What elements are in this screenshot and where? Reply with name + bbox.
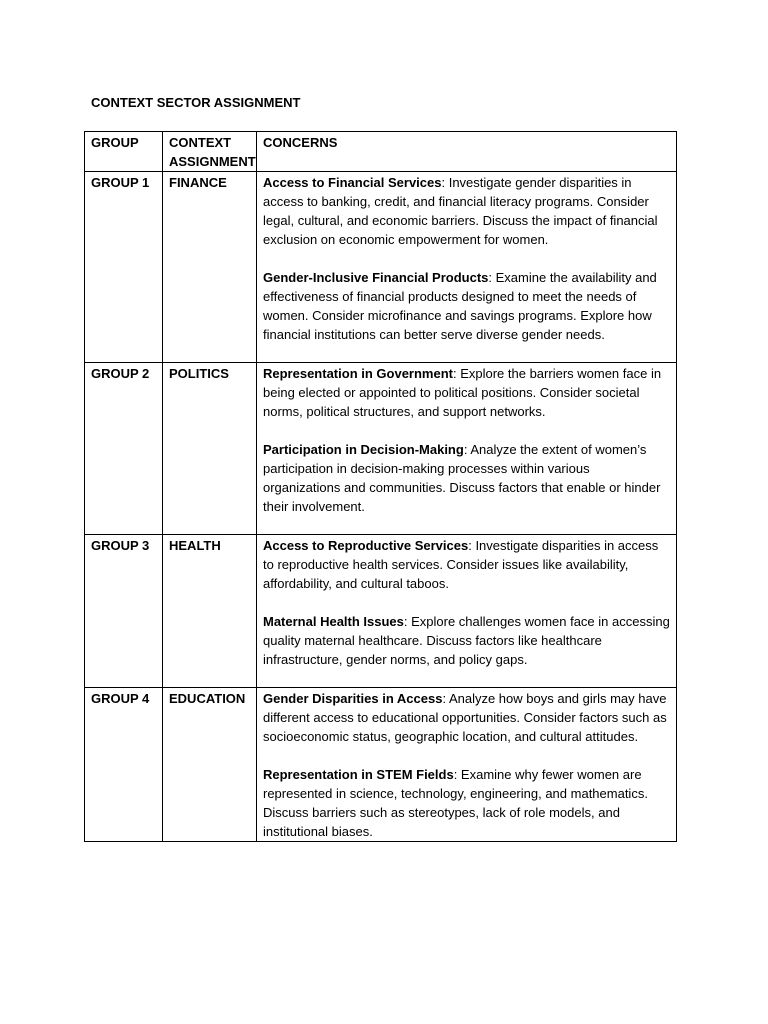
concern-text: : Analyze the extent of women’s participation in decision-making processes within various organizations and communities. Discuss factors that enable or hinder their involvement. (263, 442, 661, 514)
context-cell: POLITICS (163, 363, 257, 535)
concern-heading: Gender-Inclusive Financial Products (263, 270, 489, 285)
header-concerns: CONCERNS (257, 132, 677, 172)
header-context-assignment: CONTEXT ASSIGNMENT (163, 132, 257, 172)
table-row (85, 535, 677, 688)
concern-paragraph (263, 689, 670, 746)
concern-text: : Examine why fewer women are represented in science, technology, engineering, and mathematics. Discuss barriers such as stereotypes, lack of role models, and institutional biases. (263, 767, 648, 839)
group-cell: GROUP 1 (85, 172, 163, 363)
concern-paragraph (263, 765, 670, 841)
concern-paragraph (263, 536, 670, 593)
concern-heading: Gender Disparities in Access (263, 691, 443, 706)
concern-text: : Analyze how boys and girls may have different access to educational opportunities. Consider factors such as socioeconomic status, geographic location, and cultural attitudes. (263, 691, 667, 744)
group-cell: GROUP 3 (85, 535, 163, 688)
table-row (85, 688, 677, 842)
header-group: GROUP (85, 132, 163, 172)
concern-text: : Explore the barriers women face in being elected or appointed to political positions. Consider societal norms, political structures, and support networks. (263, 366, 662, 419)
table-row (85, 172, 677, 363)
concern-paragraph (263, 364, 670, 421)
concern-text: : Investigate disparities in access to reproductive health services. Consider issues like availability, affordability, and cultural taboos. (263, 538, 659, 591)
concern-text: : Examine the availability and effectiveness of financial products designed to meet the needs of women. Consider microfinance and savings programs. Explore how financial institutions can better serve diverse gender needs. (263, 270, 657, 342)
concerns-cell (257, 363, 677, 535)
concern-paragraph (263, 268, 670, 344)
concern-text: : Investigate gender disparities in access to banking, credit, and financial literacy programs. Consider legal, cultural, and economic barriers. Discuss the impact of financial exclusion on economic empowerment for women. (263, 175, 658, 247)
concern-paragraph (263, 612, 670, 669)
table-header-row (85, 132, 677, 172)
table-row (85, 363, 677, 535)
context-cell: FINANCE (163, 172, 257, 363)
concern-heading: Access to Financial Services (263, 175, 442, 190)
group-cell: GROUP 4 (85, 688, 163, 842)
context-cell: EDUCATION (163, 688, 257, 842)
concern-heading: Maternal Health Issues (263, 614, 404, 629)
concerns-cell (257, 688, 677, 842)
context-cell: HEALTH (163, 535, 257, 688)
concerns-cell (257, 172, 677, 363)
context-assignment-table (84, 131, 677, 842)
concern-heading: Representation in STEM Fields (263, 767, 454, 782)
concern-heading: Access to Reproductive Services (263, 538, 469, 553)
concern-paragraph (263, 440, 670, 516)
concern-paragraph (263, 173, 670, 249)
document-title: CONTEXT SECTOR ASSIGNMENT (91, 95, 301, 110)
concerns-cell (257, 535, 677, 688)
concern-heading: Participation in Decision-Making (263, 442, 464, 457)
group-cell: GROUP 2 (85, 363, 163, 535)
concern-heading: Representation in Government (263, 366, 453, 381)
concern-text: : Explore challenges women face in accessing quality maternal healthcare. Discuss factors like healthcare infrastructure, gender norms, and policy gaps. (263, 614, 670, 667)
